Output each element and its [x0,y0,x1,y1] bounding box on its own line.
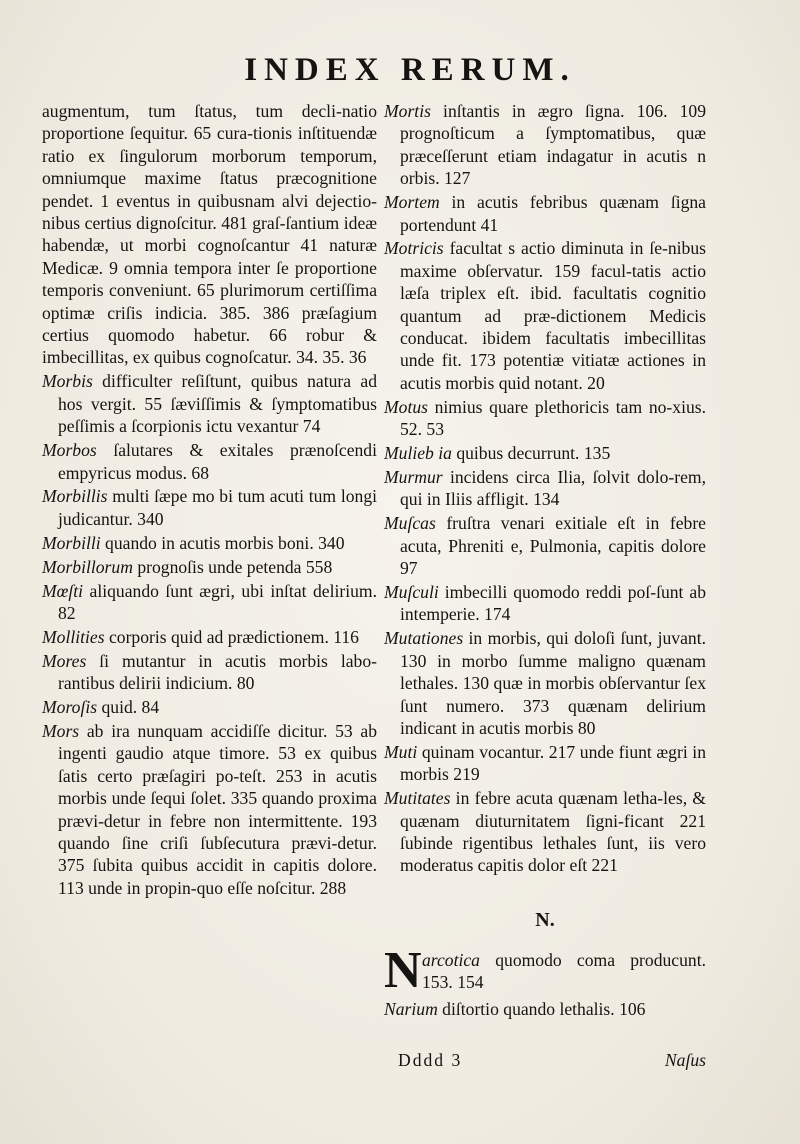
signature-mark: Dddd 3 [398,1050,463,1070]
entry-text: quando in acutis morbis boni. 340 [100,532,345,553]
entry-lemma: Mulieb ia [384,443,452,464]
entry-text: ſi mutantur in acutis morbis labo-rantibus delirii indicium. 80 [58,650,377,694]
entry-lemma: Moroſis [42,697,98,718]
drop-initial: N [384,941,422,999]
entry-text: quibus decurrunt. 135 [451,443,611,464]
entry-lemma: Mutitates [384,788,451,809]
entry-lemma: Morbis [42,371,93,392]
index-entry [42,439,377,484]
entry-lemma: Morbillorum [42,556,133,577]
entry-text: aliquando ſunt ægri, ubi inſtat delirium. 82 [58,580,377,623]
index-entry [42,370,377,437]
index-entry [384,442,706,464]
entry-lemma: Mores [42,650,87,671]
entry-text: fruſtra venari exitiale eſt in febre acuta, Phreniti e, Pulmonia, capitis dolore 97 [400,513,706,579]
entry-lemma: Morbillis [42,486,108,507]
entry-lemma: Motus [384,396,428,417]
entry-text: augmentum, tum ſtatus, tum decli-natio proportione ſequitur. 65 cura-tionis inſtituendæ ratio ex ſingulorum morborum temporum, omniumque maxime ſtatus præcognitione pendet. 1 eventus in quibusnam alvi dejectio-nibus certius dignoſcitur. 481 graſ-ſantium ideæ habendæ, ut morbi cognoſcantur 41 naturæ Medicæ. 9 omnia tempora inter ſe proportione temporis conveniunt. 65 plurimorum certiſſima optimæ criſis indicia. 385. 386 præſagium certius quomodo habetur. 66 robur & imbecillitas, ex quibus cognoſcatur. 34. 35. 36 [42,101,377,368]
entry-lemma: Mortem [384,192,440,213]
page-header: INDEX RERUM. [244,52,576,88]
entry-text: multi ſæpe mo bi tum acuti tum longi judicantur. 340 [58,486,377,529]
entry-lemma: Mortis [384,101,431,121]
entry-lemma: Motricis [384,238,444,259]
catchword: Naſus [664,1050,706,1070]
left-column [42,100,377,901]
index-entry [384,396,706,441]
entry-text: ſalutares & exitales prænoſcendi empyricus modus. 68 [58,440,377,483]
entry-text: ab ira nunquam accidiſſe dicitur. 53 ab ingenti gaudio atque timore. 53 ex quibus ſatis certo præſagiri po-teſt. 253 in acutis morbis unde ſequi ſolet. 335 quando proxima prævi-detur in febre non intermittente. 193 quando ſine criſi ſubſecutura prævi-detur. 375 ſubita quibus accidit in capitis dolore. 113 unde in propin-quo eſſe noſcitur. 288 [58,720,377,898]
index-entry [42,580,377,625]
entry-text: diſtortio quando lethalis. 106 [437,998,646,1019]
index-entry [384,787,706,877]
index-entry [384,581,706,626]
section-letter: N. [535,908,555,931]
index-entry [384,741,706,786]
entry-text: corporis quid ad prædictionem. 116 [104,626,359,647]
entry-lemma: Mors [42,720,80,741]
index-entry [42,532,377,554]
entry-text: inſtantis in ægro ſigna. 106. 109 prognoſticum a ſymptomatibus, quæ præceſſerunt etiam indagatur in acutis n orbis. 127 [400,101,706,189]
entry-lemma: Muſculi [384,582,439,603]
index-entry [42,650,377,695]
entry-lemma: Morbos [42,440,97,461]
entry-text: imbecilli quomodo reddi poſ-ſunt ab intemperie. 174 [400,582,706,625]
entry-text: prognoſis unde petenda 558 [132,556,333,577]
index-entry [42,485,377,530]
entry-text: in morbis, qui doloſi ſunt, juvant. 130 in morbo ſumme maligno quænam lethales. 130 quæ in morbis obſervantur ſex ſunt numero. 373 quænam delirium indicant in acutis morbis 80 [400,628,706,738]
right-column [384,100,706,1022]
index-entry [42,696,377,718]
index-entry [42,556,377,578]
entry-lemma: Murmur [384,467,443,487]
index-entry [384,191,706,236]
entry-lemma: Muſcas [384,513,436,534]
index-entry [384,100,706,190]
index-entry [42,720,377,899]
entry-lemma: arcotica [422,949,480,970]
entry-text: in febre acuta quænam letha-les, & quænam diuturnitatem ſigni-ficant 221 ſubinde rigentibus lethales ſunt, iis vero moderatus capitis dolor eſt 221 [400,788,706,876]
entry-text: incidens circa Ilia, ſolvit dolo-rem, qui in Iliis affligit. 134 [400,467,706,510]
index-entry [42,100,377,369]
entry-lemma: Muti [384,741,418,762]
entry-lemma: Morbilli [42,532,101,553]
entry-text: difficulter reſiſtunt, quibus natura ad hos vergit. 55 ſæviſſimis & ſymptomatibus peſſimis a ſcorpionis ictu vexantur 74 [58,371,377,437]
index-entry [384,941,706,999]
entry-lemma: Mollities [42,626,105,647]
entry-lemma: Narium [384,998,438,1019]
page-footer [384,1050,706,1076]
entry-text: quid. 84 [97,697,160,718]
entry-lemma: Mœſti [42,580,84,601]
entry-text: facultat s actio diminuta in ſe-nibus maxime obſervatur. 159 facul-tatis actio læſa triplex eſt. ibid. facultatis cognitio quantum ad præ-dictionem Medicis conducat. ibidem facultatis imbecillitas unde fit. 173 potentiæ vitiatæ actiones in acutis morbis quid notant. 20 [400,238,706,393]
entry-text: quinam vocantur. 217 unde fiunt ægri in morbis 219 [400,741,706,785]
index-entry [384,466,706,511]
entry-text: in acutis febribus quænam ſigna portendunt 41 [400,192,706,235]
entry-text: nimius quare plethoricis tam no-xius. 52. 53 [400,396,706,440]
index-entry [384,998,706,1020]
entry-text: quomodo coma producunt. 153. 154 [422,949,706,993]
index-entry [384,627,706,739]
index-entry [384,237,706,394]
index-entry [42,626,377,648]
index-entry [384,512,706,579]
entry-lemma: Mutationes [384,628,464,649]
